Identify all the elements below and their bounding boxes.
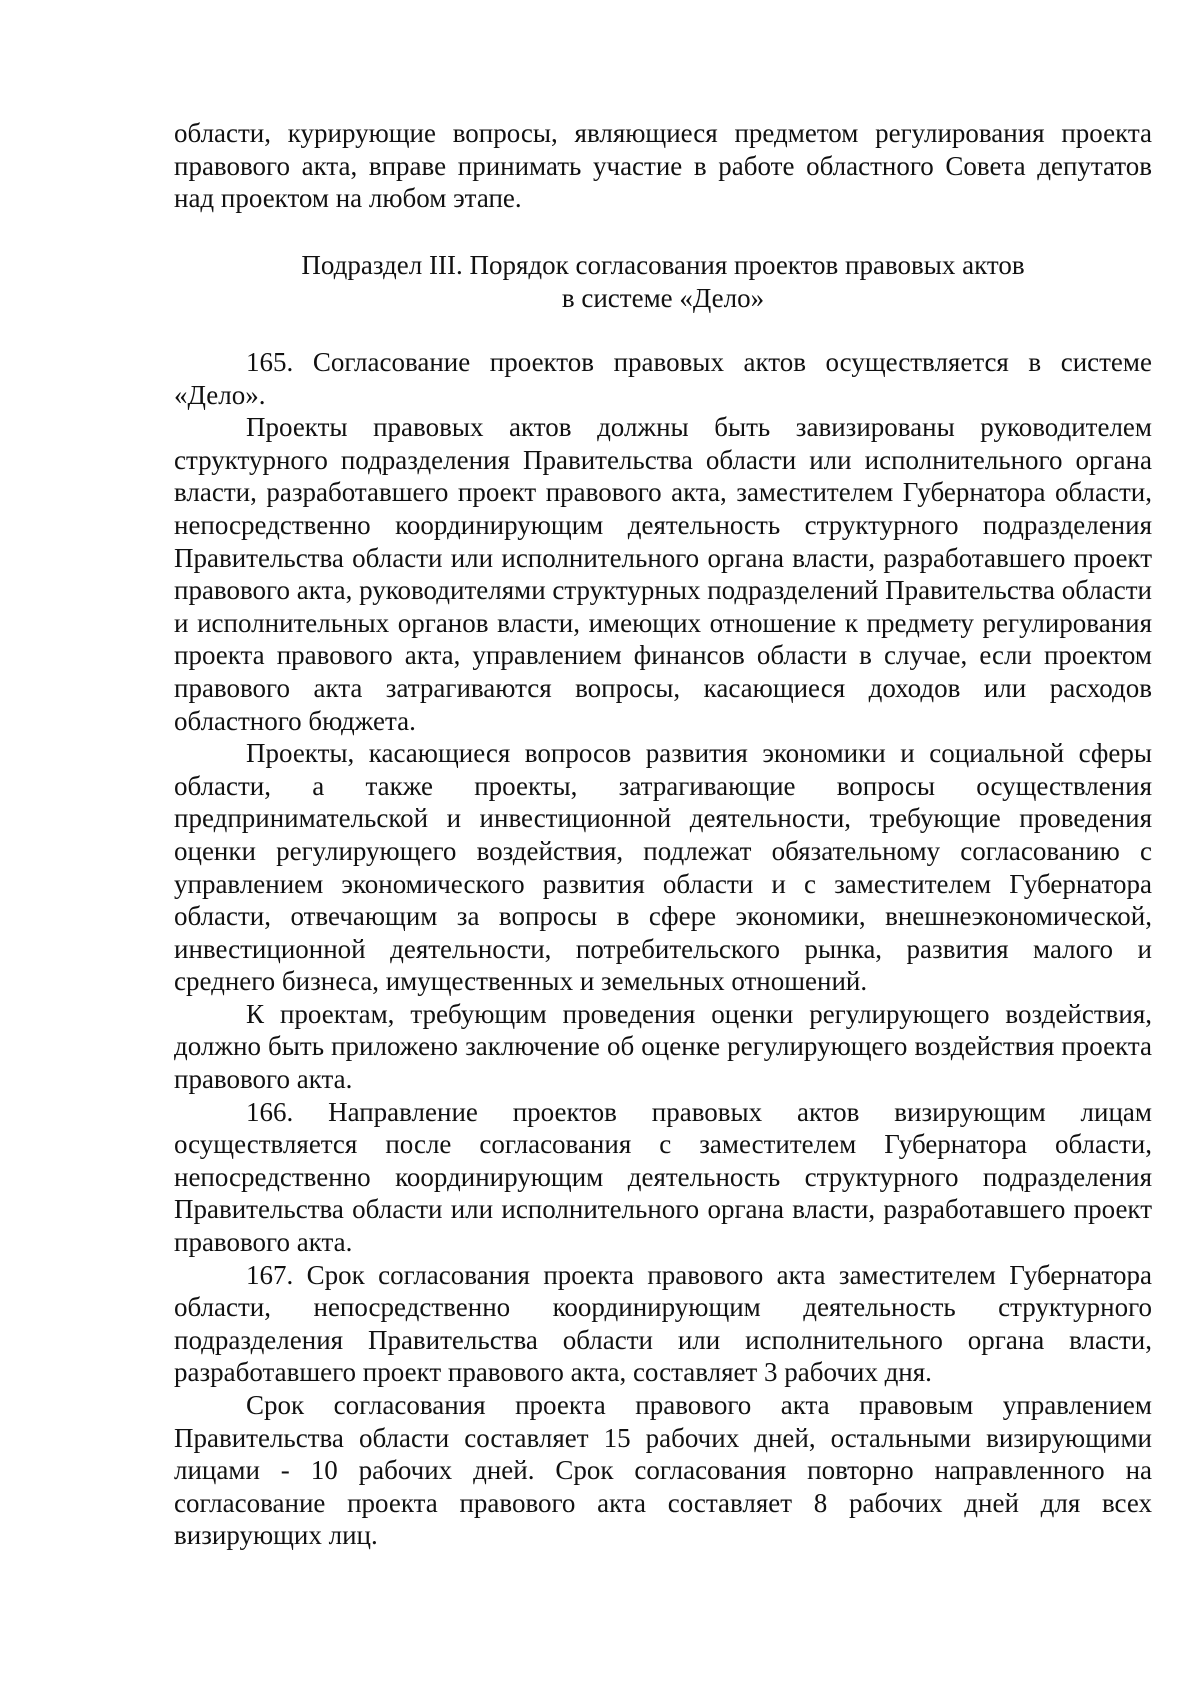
clause-166: 166. Направление проектов правовых актов визирующим лицам осуществляется после согласования с заместителем Губернатора области, непосредственно координирующим деятельность структурного подразделения Правительства области или исполнительного органа власти, разработавшего проект правового акта.: [174, 1096, 1152, 1258]
clause-167: 167. Срок согласования проекта правового акта заместителем Губернатора области, непосредственно координирующим деятельность структурного подразделения Правительства области или исполнительного органа власти, разработавшего проект правового акта, составляет 3 рабочих дня.: [174, 1259, 1152, 1388]
paragraph-economic-projects: Проекты, касающиеся вопросов развития экономики и социальной сферы области, а также проекты, затрагивающие вопросы осуществления предпринимательской и инвестиционной деятельности, требующие проведения оценки регулирующего воздействия, подлежат обязательному согласованию с управлением экономического развития области и с заместителем Губернатора области, отвечающим за вопросы в сфере экономики, внешнеэкономической, инвестиционной деятельности, потребительского рынка, развития малого и среднего бизнеса, имущественных и земельных отношений.: [174, 738, 1152, 997]
subsection-title-line-1: Подраздел III. Порядок согласования проектов правовых актов: [301, 250, 1025, 280]
subsection-heading: [174, 249, 1152, 314]
lead-paragraph: области, курирующие вопросы, являющиеся предметом регулирования проекта правового акта, вправе принимать участие в работе областного Совета депутатов над проектом на любом этапе.: [174, 118, 1152, 214]
clause-165: 165. Согласование проектов правовых актов осуществляется в системе «Дело».: [174, 347, 1152, 410]
paragraph-regulatory-impact: К проектам, требующим проведения оценки регулирующего воздействия, должно быть приложено заключение об оценке регулирующего воздействия проекта правового акта.: [174, 998, 1152, 1095]
subsection-title: [174, 249, 1152, 314]
paragraph-approval-terms: Срок согласования проекта правового акта правовым управлением Правительства области составляет 15 рабочих дней, остальными визирующими лицами - 10 рабочих дней. Срок согласования повторно направленного на согласование проекта правового акта составляет 8 рабочих дней для всех визирующих лиц.: [174, 1390, 1152, 1551]
section-body: [174, 346, 1152, 1552]
lead-paragraph-block: [174, 117, 1152, 215]
subsection-title-line-2: в системе «Дело»: [561, 282, 765, 313]
paragraph-approvers: Проекты правовых актов должны быть завизированы руководителем структурного подразделения Правительства области или исполнительного органа власти, разработавшего проект правового акта, заместителем Губернатора области, непосредственно координирующим деятельность структурного подразделения Правительства области или исполнительного органа власти, разработавшего проект правового акта, руководителями структурных подразделений Правительства области и исполнительных органов власти, имеющих отношение к предмету регулирования проекта правового акта, управлением финансов области в случае, если проектом правового акта затрагиваются вопросы, касающиеся доходов или расходов областного бюджета.: [174, 412, 1152, 736]
